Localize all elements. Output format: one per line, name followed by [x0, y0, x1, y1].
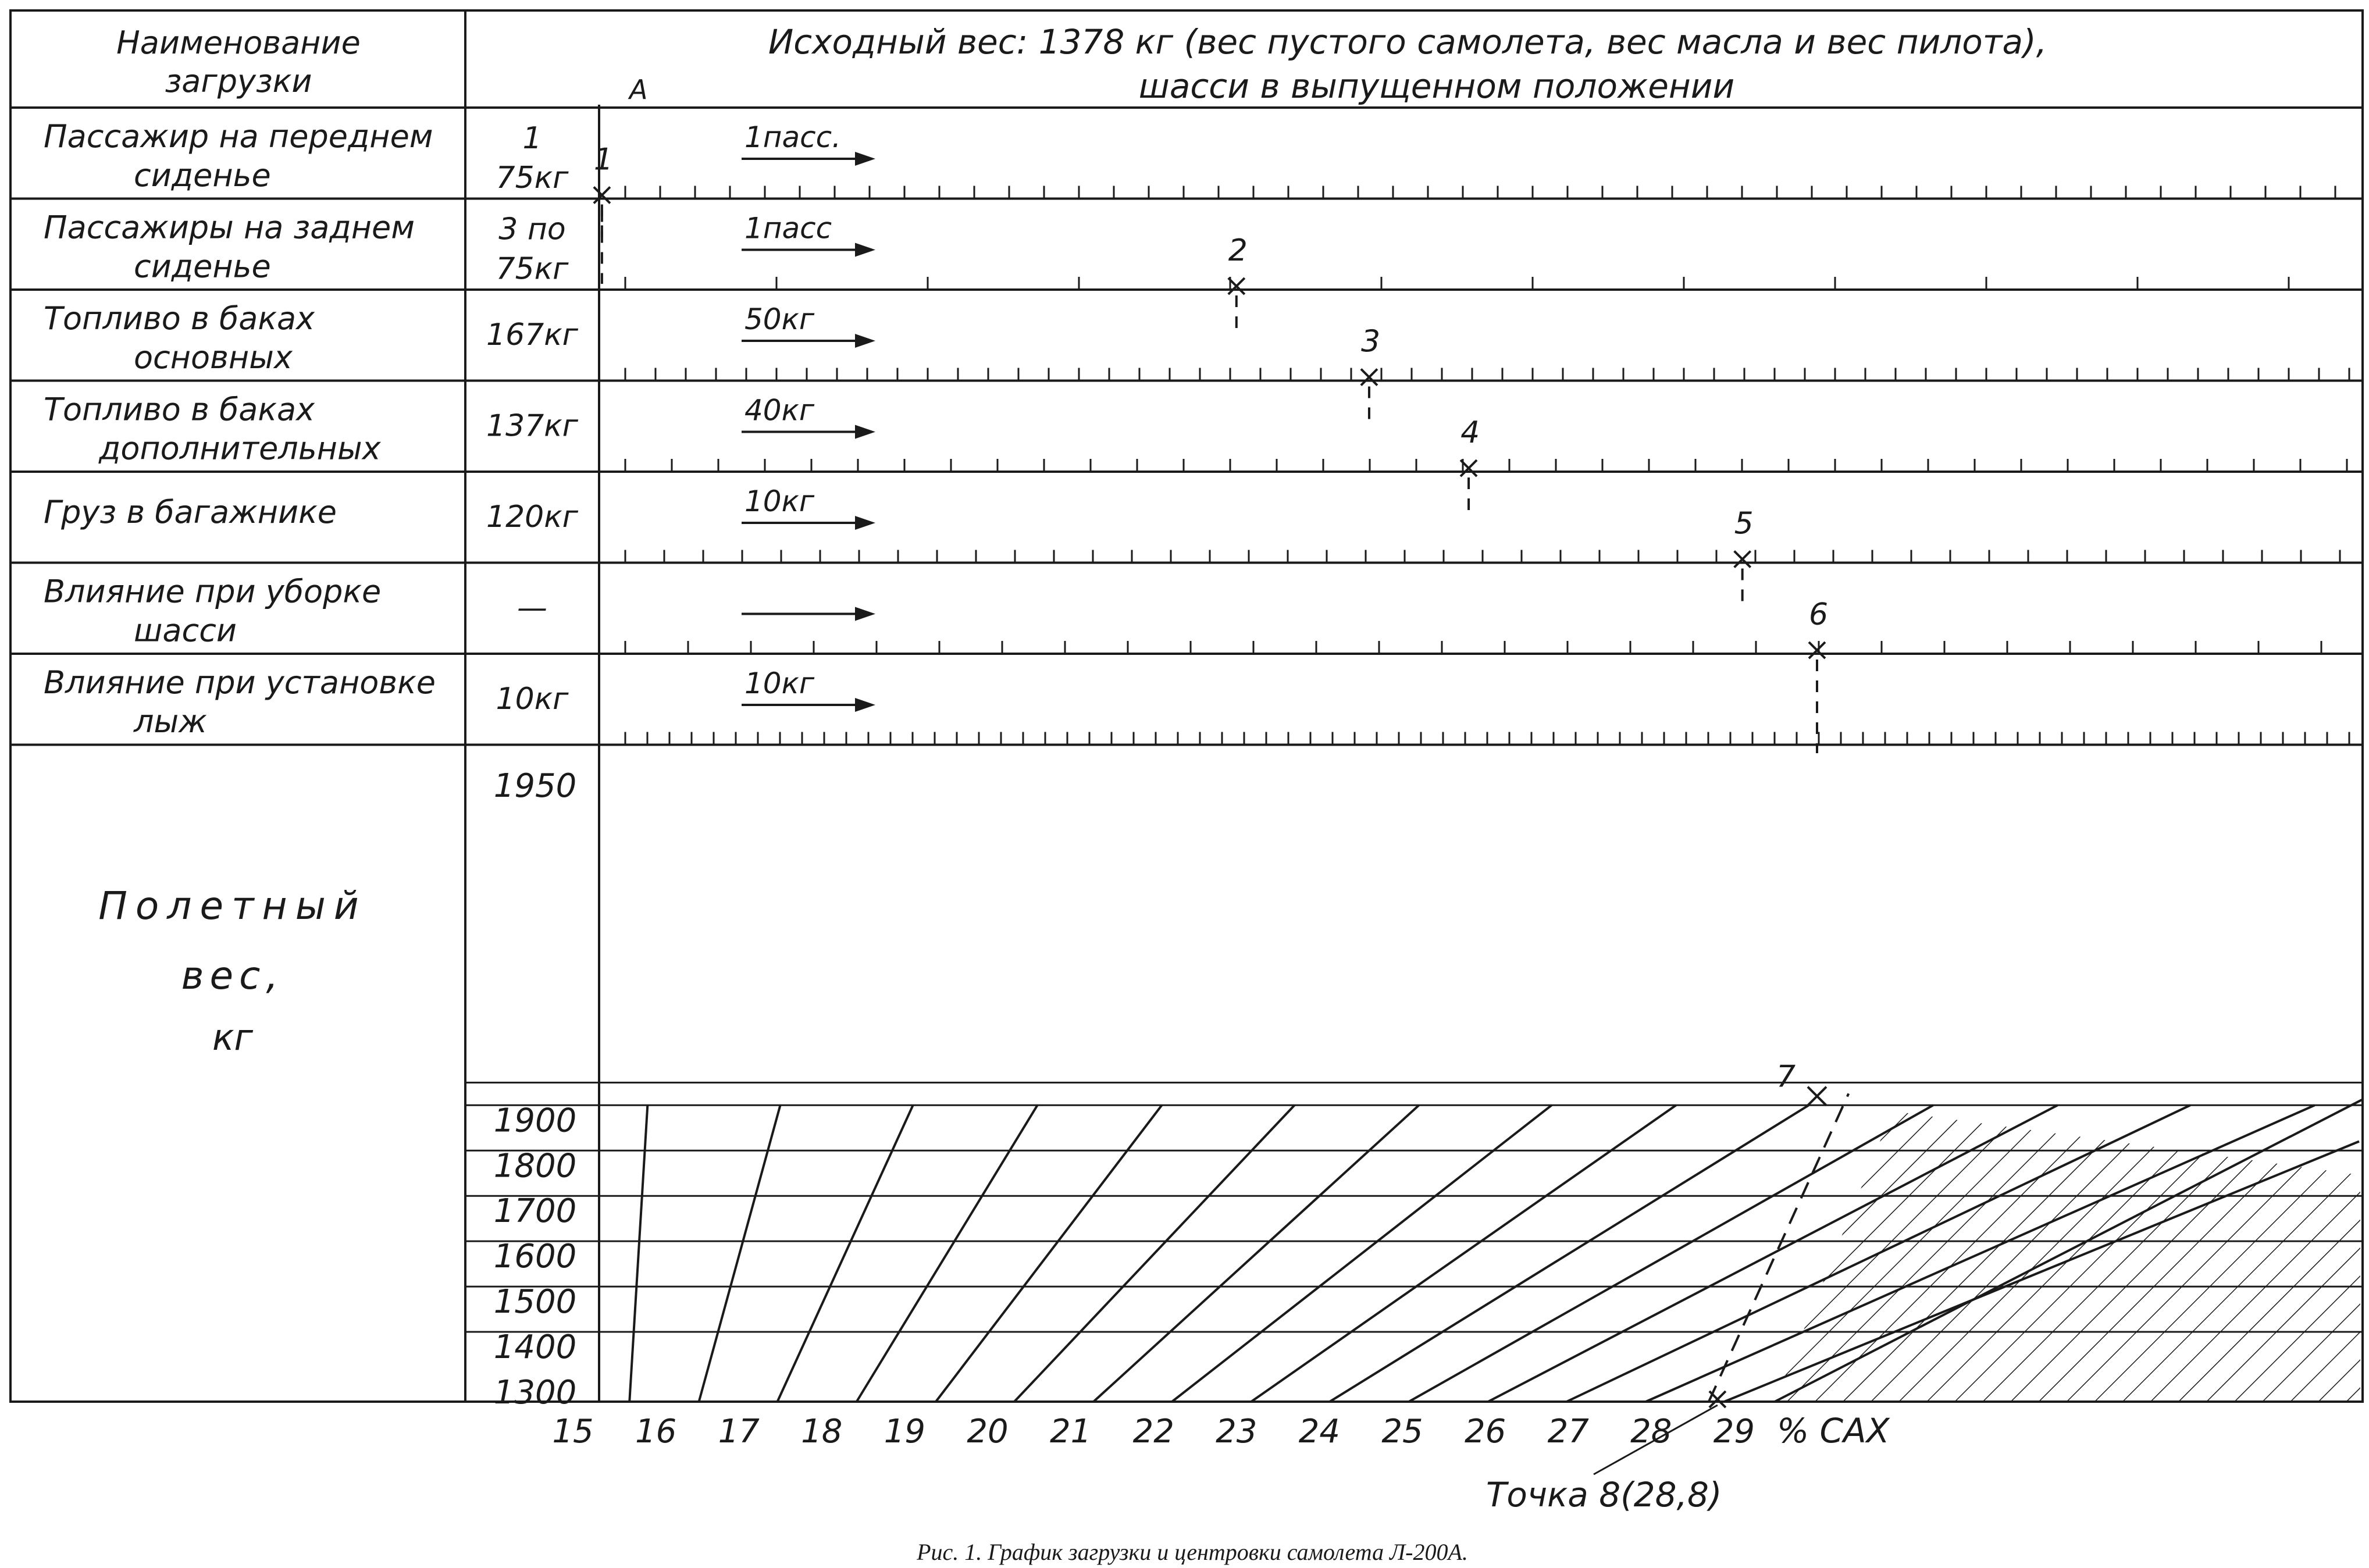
- row-arrow-head: [855, 607, 875, 621]
- row-name-line2: лыж: [134, 703, 207, 740]
- initial-config-text: шасси в выпущенном положении: [1138, 66, 1735, 106]
- x-tick-label: 28: [1630, 1413, 1672, 1451]
- row-name-line2: основных: [134, 339, 293, 376]
- y-tick-label: 1700: [493, 1192, 577, 1231]
- row-arrow-head: [855, 698, 875, 712]
- row-name-line2: сиденье: [134, 157, 271, 194]
- loading-rows: [44, 118, 2349, 745]
- y-axis-label-line2: вес,: [181, 953, 284, 998]
- x-tick-label: 19: [884, 1413, 926, 1451]
- row-quantity-line1: 120кг: [486, 500, 578, 534]
- point-label: 6: [1809, 597, 1829, 632]
- row-arrow-head: [855, 152, 875, 166]
- row-quantity-line1: 3 по: [498, 212, 566, 247]
- forbidden-region: [1709, 1093, 2363, 1402]
- point-label: 4: [1460, 415, 1480, 450]
- x-tick-label: 26: [1464, 1413, 1506, 1451]
- y-axis-label-line3: кг: [212, 1016, 254, 1059]
- y-tick-label: 1400: [493, 1328, 577, 1367]
- x-tick-label: 29: [1713, 1413, 1755, 1451]
- column-header-line2: загрузки: [165, 63, 312, 99]
- y-tick-label: 1600: [493, 1238, 577, 1276]
- row-quantity-line1: —: [517, 590, 547, 626]
- x-tick-label: 18: [801, 1413, 843, 1451]
- row-arrow-head: [855, 334, 875, 348]
- row-arrow-label: 10кг: [744, 484, 815, 518]
- row-arrow-label: 40кг: [744, 393, 815, 427]
- row-arrow-label: 1пасс: [744, 211, 832, 245]
- y-tick-label: 1500: [493, 1283, 577, 1321]
- point-label: 2: [1228, 233, 1248, 268]
- row-quantity-line2: 75кг: [496, 251, 569, 287]
- point-7-label: 7: [1776, 1059, 1796, 1095]
- y-tick-label: 1900: [493, 1102, 577, 1140]
- row-arrow-head: [855, 425, 875, 439]
- x-tick-label: 23: [1216, 1413, 1257, 1451]
- row-name-line1: Влияние при уборке: [44, 573, 382, 610]
- point-label: 1: [593, 142, 614, 177]
- x-tick-label: 21: [1049, 1413, 1092, 1451]
- y-tick-label: 1800: [493, 1147, 577, 1185]
- row-name-line1: Пассажиры на заднем: [44, 209, 415, 246]
- axes: [494, 767, 1755, 1451]
- x-axis-unit-label: % САХ: [1777, 1411, 1890, 1451]
- y-tick-label: 1950: [493, 767, 577, 805]
- row-quantity-line1: 137кг: [486, 408, 578, 444]
- point-label: 3: [1360, 324, 1381, 359]
- row-name-line2: сиденье: [134, 248, 271, 285]
- x-tick-label: 20: [967, 1413, 1009, 1451]
- x-tick-label: 27: [1547, 1413, 1589, 1451]
- row-quantity-line1: 10кг: [496, 682, 569, 717]
- row-arrow-label: 1пасс.: [744, 120, 842, 154]
- row-name-line1: Груз в багажнике: [44, 494, 337, 530]
- y-tick-label: 1300: [493, 1374, 577, 1412]
- row-name-line1: Влияние при установке: [44, 664, 436, 701]
- row-name-line1: Пассажир на переднем: [44, 118, 433, 155]
- figure-caption: Рис. 1. График загрузки и центровки самолета Л-200А.: [917, 1539, 1468, 1565]
- row-name-line1: Топливо в баках: [44, 300, 315, 337]
- point-label: 5: [1734, 506, 1754, 541]
- row-quantity-line2: 75кг: [496, 161, 569, 195]
- row-arrow-label: 10кг: [744, 667, 815, 700]
- x-tick-label: 17: [718, 1413, 760, 1451]
- row-arrow-head: [855, 243, 875, 257]
- start-marker-label: А: [629, 74, 648, 105]
- x-tick-label: 15: [552, 1413, 594, 1451]
- x-tick-label: 22: [1132, 1413, 1174, 1451]
- row-quantity-line1: 167кг: [486, 318, 578, 352]
- row-name-line2: дополнительных: [99, 430, 381, 467]
- x-tick-label: 24: [1298, 1413, 1341, 1451]
- row-name-line1: Топливо в баках: [44, 391, 315, 428]
- row-arrow-label: 50кг: [744, 302, 815, 336]
- hatched-area: [1775, 1111, 2360, 1402]
- initial-weight-text: Исходный вес: 1378 кг (вес пустого самолета, вес масла и вес пилота),: [768, 22, 2047, 62]
- point-8-label: Точка 8(28,8): [1486, 1475, 1722, 1514]
- x-tick-label: 25: [1381, 1413, 1423, 1451]
- column-header-line1: Наименование: [116, 24, 361, 61]
- row-name-line2: шасси: [134, 612, 237, 649]
- loading-points: [594, 142, 1828, 1475]
- row-quantity-line1: 1: [522, 121, 542, 156]
- row-arrow-head: [855, 516, 875, 530]
- x-tick-label: 16: [635, 1413, 677, 1451]
- y-axis-label-line1: Полетный: [98, 883, 367, 928]
